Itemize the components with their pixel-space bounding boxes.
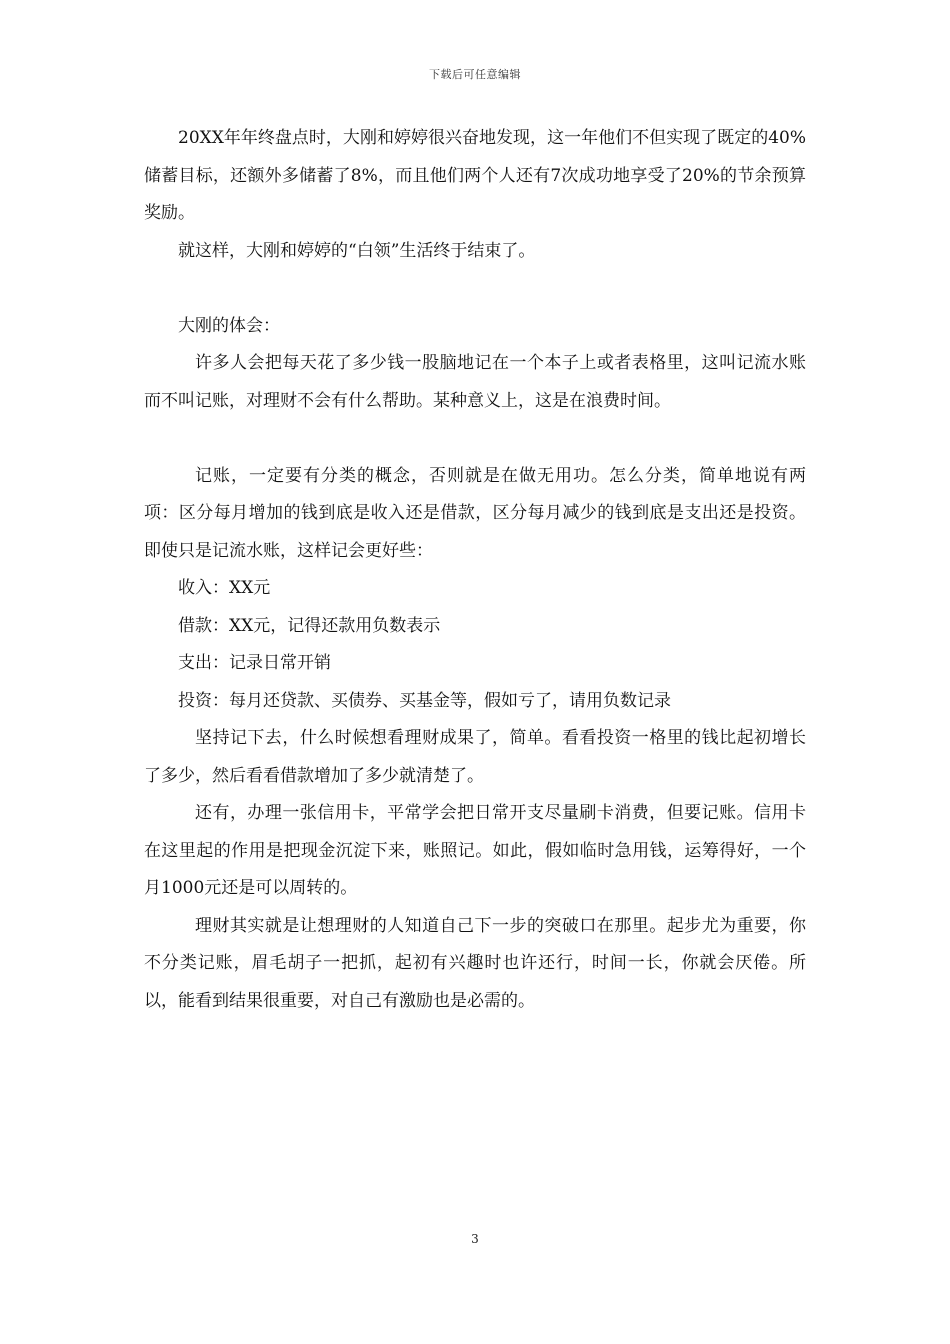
list-item-investment: 投资：每月还贷款、买债券、买基金等，假如亏了，请用负数记录 [178, 690, 671, 711]
paragraph-running-account: 许多人会把每天花了多少钱一股脑地记在一个本子上或者表格里，这叫记流水账而不叫记账，对理财不会有什么帮助。某种意义上，这是在浪费时间。 [144, 353, 806, 411]
paragraph-year-end-summary: 20XX年年终盘点时，大刚和婷婷很兴奋地发现，这一年他们不但实现了既定的40%储蓄目标，还额外多储蓄了8%，而且他们两个人还有7次成功地享受了20%的节余预算奖励。 [144, 128, 806, 223]
list-item-expense: 支出：记录日常开销 [178, 653, 331, 673]
blank-line [144, 270, 806, 308]
paragraph-credit-card: 还有，办理一张信用卡，平常学会把日常开支尽量刷卡消费，但要记账。信用卡在这里起的作用是把现金沉淀下来，账照记。如此，假如临时急用钱，运筹得好，一个月1000元还是可以周转的。 [144, 803, 806, 898]
paragraph-conclusion: 就这样，大刚和婷婷的“白领”生活终于结束了。 [178, 240, 536, 261]
list-item-borrowing: 借款：XX元，记得还款用负数表示 [178, 615, 441, 636]
paragraph-categorize: 记账，一定要有分类的概念，否则就是在做无用功。怎么分类，简单地说有两项：区分每月增加的钱到底是收入还是借款，区分每月减少的钱到底是支出还是投资。即使只是记流水账，这样记会更好些： [144, 465, 806, 561]
list-item-income: 收入：XX元 [178, 578, 271, 598]
paragraph-persist: 坚持记下去，什么时候想看理财成果了，简单。看看投资一格里的钱比起初增长了多少，然后看看借款增加了多少就清楚了。 [144, 728, 806, 786]
page-header: 下载后可任意编辑 [429, 68, 521, 81]
section-title-reflections: 大刚的体会： [178, 315, 280, 336]
blank-line [144, 420, 806, 458]
paragraph-breakthrough: 理财其实就是让想理财的人知道自己下一步的突破口在那里。起步尤为重要，你不分类记账，眉毛胡子一把抓，起初有兴趣时也许还行，时间一长，你就会厌倦。所以，能看到结果很重要，对自己有激励也是必需的。 [144, 915, 806, 1011]
page-number: 3 [471, 1232, 479, 1246]
document-body [144, 120, 806, 1020]
